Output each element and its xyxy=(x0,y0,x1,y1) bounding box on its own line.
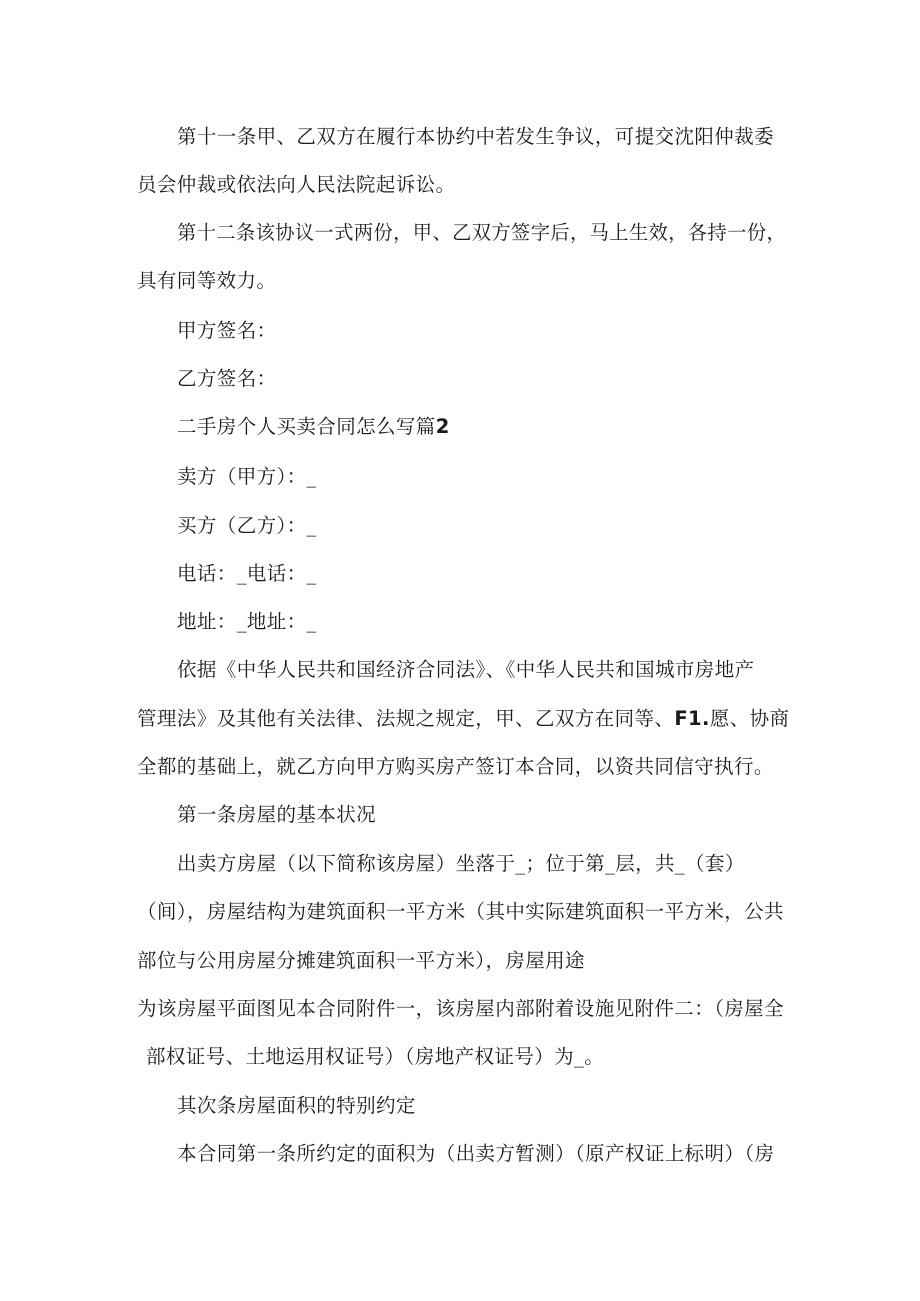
party-b-signature: 乙方签名： xyxy=(177,367,277,390)
article-2-line-1: 本合同第一条所约定的面积为（出卖方暂测）（原产权证上标明）（房 xyxy=(177,1142,775,1165)
article-12-line-1: 第十二条该协议一式两份，甲、乙双方签字后，马上生效，各持一份， xyxy=(177,221,787,244)
basis-line-1: 依据《中华人民共和国经济合同法》、《中华人民共和国城市房地产 xyxy=(177,658,755,681)
basis-line-2-part-b: F1. xyxy=(674,707,710,730)
section-title xyxy=(177,414,450,440)
phone-line: 电话：_电话：_ xyxy=(177,562,317,585)
article-11-line-2: 员会仲裁或依法向人民法院起诉讼。 xyxy=(137,173,456,196)
basis-line-2 xyxy=(137,706,789,732)
article-11-line-1: 第十一条甲、乙双方在履行本协约中若发生争议，可提交沈阳仲裁委 xyxy=(177,125,775,148)
basis-line-2-part-c: 愿、协商 xyxy=(709,707,790,730)
seller-line: 卖方（甲方）：_ xyxy=(177,465,317,488)
basis-line-2-part-a: 管理法》及其他有关法律、法规之规定，甲、乙双方在同等、 xyxy=(137,707,675,730)
article-1-line-2: （间），房屋结构为建筑面积一平方米（其中实际建筑面积一平方米，公共 xyxy=(137,900,784,923)
article-2-title: 其次条房屋面积的特别约定 xyxy=(177,1094,416,1117)
buyer-line: 买方（乙方）：_ xyxy=(177,514,317,537)
article-1-line-1: 出卖方房屋（以下简称该房屋）坐落于_；位于第_层，共_（套） xyxy=(177,852,745,875)
article-12-line-2: 具有同等效力。 xyxy=(137,269,277,292)
address-line: 地址：_地址：_ xyxy=(177,610,317,633)
basis-line-3: 全都的基础上，就乙方向甲方购买房产签订本合同，以资共同信守执行。 xyxy=(137,755,774,778)
party-a-signature: 甲方签名： xyxy=(177,319,277,342)
section-title-text: 二手房个人买卖合同怎么写篇 xyxy=(177,415,436,438)
article-1-line-4: 为该房屋平面图见本合同附件一，该房屋内部附着设施见附件二：（房屋全 xyxy=(137,997,784,1020)
section-title-number: 2 xyxy=(435,415,450,438)
article-1-line-5: 部权证号、土地运用权证号）（房地产权证号）为_。 xyxy=(146,1045,605,1068)
article-1-line-3: 部位与公用房屋分摊建筑面积一平方米），房屋用途 xyxy=(137,949,585,972)
article-1-title: 第一条房屋的基本状况 xyxy=(177,803,377,826)
